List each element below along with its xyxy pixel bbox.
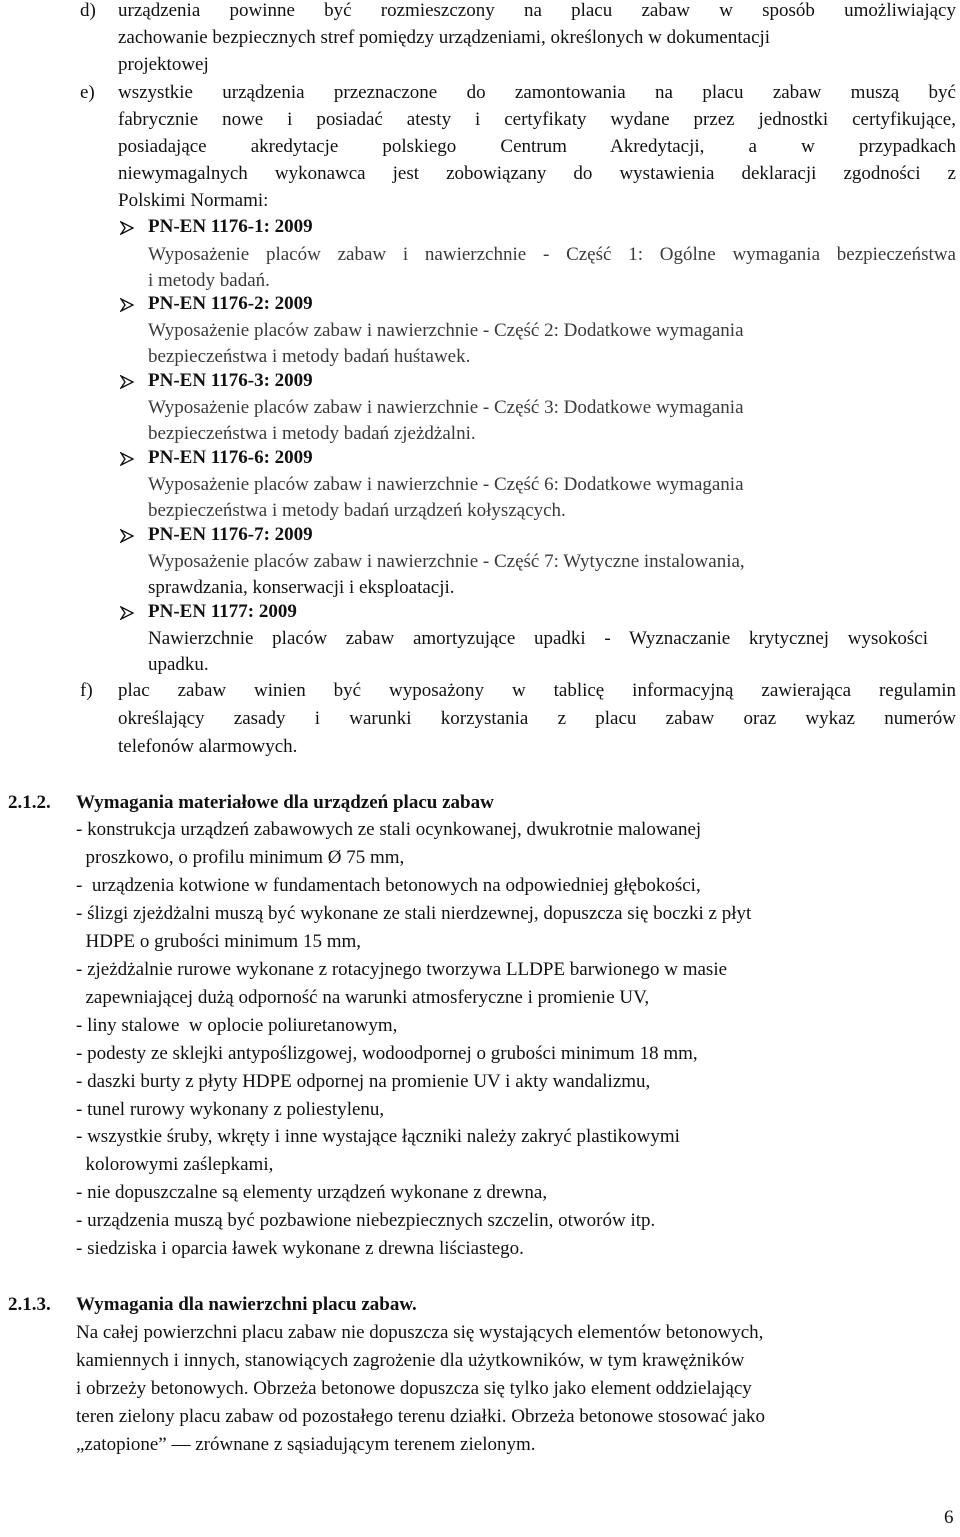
arrow-bullet-icon [120, 375, 134, 389]
list-d-line-1: urządzenia powinne być rozmieszczony na placu zabaw w sposób umożliwiający [118, 0, 956, 21]
section-213-line-1: Na całej powierzchni placu zabaw nie dopuszcza się wystających elementów betonowych, [76, 1322, 764, 1343]
list-e-line-4: niewymagalnych wykonawca jest zobowiązany do wystawienia deklaracji zgodności z [118, 163, 956, 184]
section-212-line-11: - tunel rurowy wykonany z poliestylenu, [76, 1099, 385, 1120]
arrow-bullet-icon [120, 298, 134, 312]
list-d-line-3: projektowej [118, 54, 209, 75]
section-212-line-2: proszkowo, o profilu minimum Ø 75 mm, [76, 847, 405, 868]
page-number: 6 [944, 1507, 954, 1528]
list-marker-d: d) [80, 0, 96, 21]
norm-desc-2a: Wyposażenie placów zabaw i nawierzchnie - Część 2: Dodatkowe wymagania [148, 320, 744, 341]
section-212-line-3: - urządzenia kotwione w fundamentach betonowych na odpowiedniej głębokości, [76, 875, 701, 896]
section-number-213: 2.1.3. [8, 1294, 51, 1315]
list-f-line-2: określający zasady i warunki korzystania z placu zabaw oraz wykaz numerów [118, 708, 956, 729]
section-213-line-4: teren zielony placu zabaw od pozostałego terenu działki. Obrzeża betonowe stosować jako [76, 1406, 766, 1427]
section-212-line-4: - ślizgi zjeżdżalni muszą być wykonane ze stali nierdzewnej, dopuszcza się boczki z płyt [76, 903, 752, 924]
norm-code-2: PN-EN 1176-2: 2009 [148, 293, 313, 314]
section-title-212: Wymagania materiałowe dla urządzeń placu zabaw [76, 792, 494, 813]
section-212-line-13: kolorowymi zaślepkami, [76, 1154, 274, 1175]
section-212-line-8: - liny stalowe w oplocie poliuretanowym, [76, 1015, 398, 1036]
norm-desc-5b: sprawdzania, konserwacji i eksploatacji. [148, 577, 455, 598]
section-212-line-15: - urządzenia muszą być pozbawione niebezpiecznych szczelin, otworów itp. [76, 1210, 656, 1231]
section-213-line-2: kamiennych i innych, stanowiących zagrożenie dla użytkowników, w tym krawężników [76, 1350, 745, 1371]
list-e-line-3: posiadające akredytacje polskiego Centrum Akredytacji, a w przypadkach [118, 136, 956, 157]
list-f-line-1: plac zabaw winien być wyposażony w tablicę informacyjną zawierająca regulamin [118, 680, 956, 701]
section-212-line-5: HDPE o grubości minimum 15 mm, [76, 931, 361, 952]
section-title-213: Wymagania dla nawierzchni placu zabaw. [76, 1294, 417, 1315]
norm-desc-6b: upadku. [148, 654, 209, 675]
norm-desc-3b: bezpieczeństwa i metody badań zjeżdżalni. [148, 423, 476, 444]
norm-desc-5a: Wyposażenie placów zabaw i nawierzchnie - Część 7: Wytyczne instalowania, [148, 551, 745, 572]
list-e-line-1: wszystkie urządzenia przeznaczone do zamontowania na placu zabaw muszą być [118, 82, 956, 103]
section-212-line-7: zapewniającej dużą odporność na warunki atmosferyczne i promienie UV, [76, 987, 650, 1008]
norm-desc-3a: Wyposażenie placów zabaw i nawierzchnie - Część 3: Dodatkowe wymagania [148, 397, 744, 418]
section-212-line-16: - siedziska i oparcia ławek wykonane z drewna liściastego. [76, 1238, 524, 1259]
section-212-line-6: - zjeżdżalnie rurowe wykonane z rotacyjnego tworzywa LLDPE barwionego w masie [76, 959, 728, 980]
norm-desc-2b: bezpieczeństwa i metody badań huśtawek. [148, 346, 471, 367]
list-f-line-3: telefonów alarmowych. [118, 736, 298, 757]
section-212-line-9: - podesty ze sklejki antypoślizgowej, wodoodpornej o grubości minimum 18 mm, [76, 1043, 698, 1064]
section-212-line-12: - wszystkie śruby, wkręty i inne wystające łączniki należy zakryć plastikowymi [76, 1126, 680, 1147]
norm-desc-6a: Nawierzchnie placów zabaw amortyzujące upadki - Wyznaczanie krytycznej wysokości [148, 628, 928, 649]
list-e-line-5: Polskimi Normami: [118, 190, 269, 211]
norm-code-4: PN-EN 1176-6: 2009 [148, 447, 313, 468]
norm-code-1: PN-EN 1176-1: 2009 [148, 216, 313, 237]
norm-desc-1b: i metody badań. [148, 270, 270, 291]
section-number-212: 2.1.2. [8, 792, 51, 813]
arrow-bullet-icon [120, 606, 134, 620]
norm-code-6: PN-EN 1177: 2009 [148, 601, 297, 622]
section-212-line-14: - nie dopuszczalne są elementy urządzeń wykonane z drewna, [76, 1182, 548, 1203]
list-d-line-2: zachowanie bezpiecznych stref pomiędzy urządzeniami, określonych w dokumentacji [118, 27, 771, 48]
arrow-bullet-icon [120, 529, 134, 543]
section-212-line-1: - konstrukcja urządzeń zabawowych ze stali ocynkowanej, dwukrotnie malowanej [76, 819, 702, 840]
section-213-line-3: i obrzeży betonowych. Obrzeża betonowe dopuszcza się tylko jako element oddzielający [76, 1378, 752, 1399]
norm-desc-1a: Wyposażenie placów zabaw i nawierzchnie - Część 1: Ogólne wymagania bezpieczeństwa [148, 244, 956, 265]
list-marker-e: e) [80, 82, 95, 103]
list-e-line-2: fabrycznie nowe i posiadać atesty i certyfikaty wydane przez jednostki certyfikujące, [118, 109, 956, 130]
norm-code-3: PN-EN 1176-3: 2009 [148, 370, 313, 391]
norm-code-5: PN-EN 1176-7: 2009 [148, 524, 313, 545]
norm-desc-4a: Wyposażenie placów zabaw i nawierzchnie - Część 6: Dodatkowe wymagania [148, 474, 744, 495]
norm-desc-4b: bezpieczeństwa i metody badań urządzeń kołyszących. [148, 500, 566, 521]
section-213-line-5: „zatopione” — zrównane z sąsiadującym terenem zielonym. [76, 1434, 536, 1455]
arrow-bullet-icon [120, 221, 134, 235]
arrow-bullet-icon [120, 452, 134, 466]
section-212-line-10: - daszki burty z płyty HDPE odpornej na promienie UV i akty wandalizmu, [76, 1071, 651, 1092]
list-marker-f: f) [80, 680, 93, 701]
